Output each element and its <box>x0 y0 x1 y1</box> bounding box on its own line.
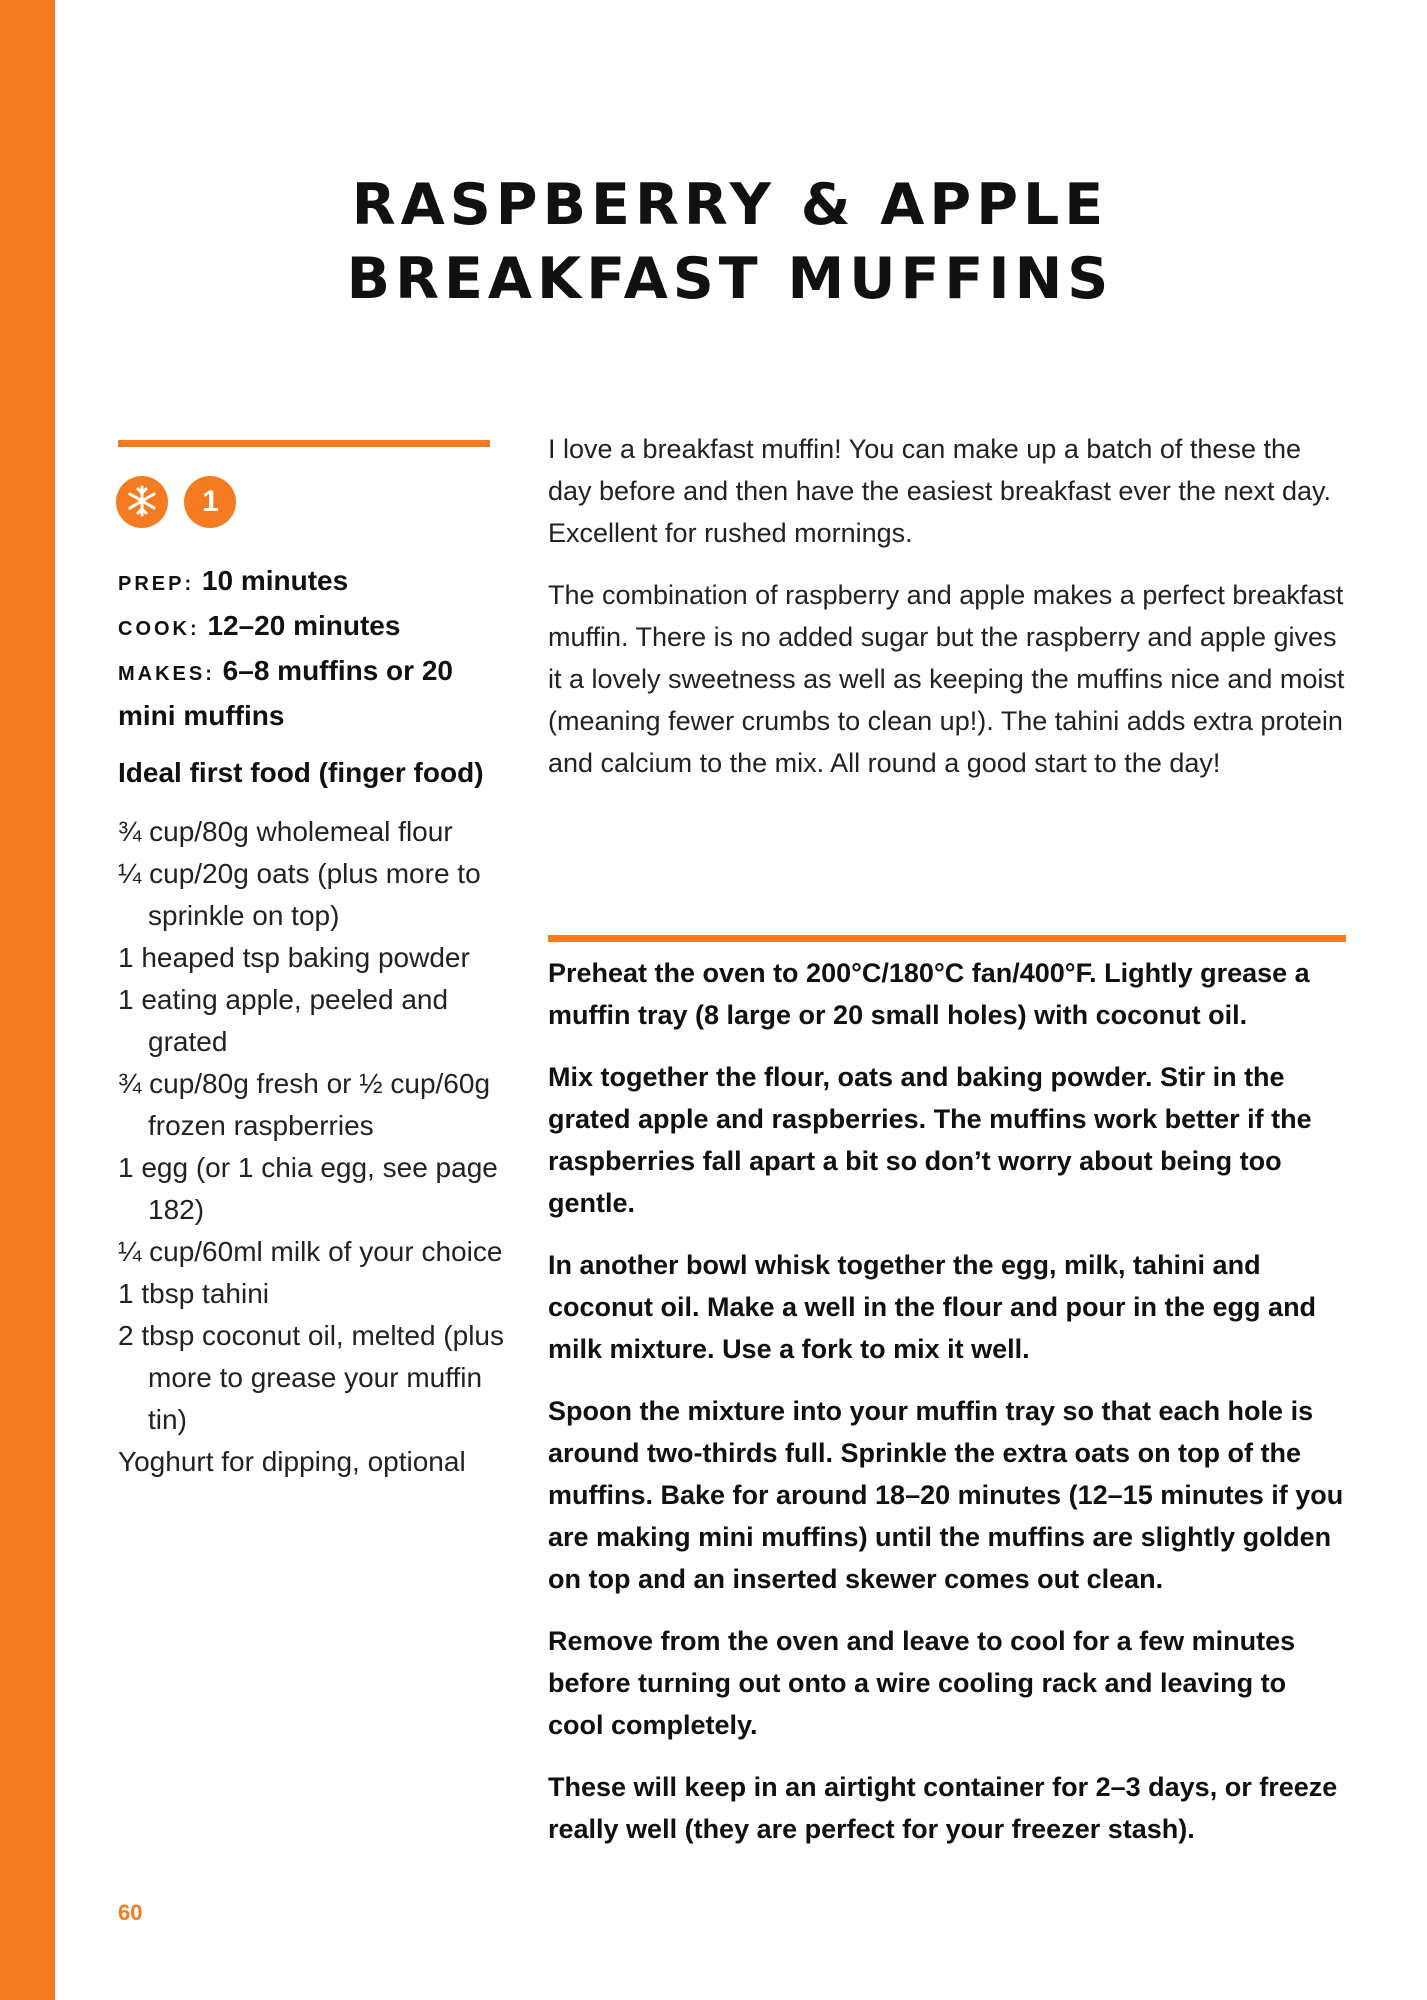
ingredient-item: ¼ cup/60ml milk of your choice <box>118 1236 503 1267</box>
method-step: Remove from the oven and leave to cool for a few minutes before turning out onto a wire cooling rack and leaving to cool completely. <box>548 1626 1296 1740</box>
method-step: Spoon the mixture into your muffin tray so that each hole is around two-thirds full. Sprinkle the extra oats on top of the muffins. Bake for around 18–20 minutes (12–15 minutes if you are making mini muffins) until the muffins are slightly golden on top and an inserted skewer comes out clean. <box>548 1396 1344 1594</box>
method-step: Mix together the flour, oats and baking powder. Stir in the grated apple and raspberries. The muffins work better if the raspberries fall apart a bit so don’t worry about being too gentle. <box>548 1062 1312 1218</box>
ingredient-item: ¾ cup/80g wholemeal flour <box>118 816 453 847</box>
badge-row <box>116 476 248 528</box>
prep-label: PREP: <box>118 573 195 595</box>
ideal-first-food: Ideal first food (finger food) <box>118 757 484 788</box>
intro-paragraph: The combination of raspberry and apple makes a perfect breakfast muffin. There is no added sugar but the raspberry and apple gives it a lovely sweetness as well as keeping the muffins nice and moist (meaning fewer crumbs to clean up!). The tahini adds extra protein and calcium to the mix. All round a good start to the day! <box>548 580 1345 778</box>
orange-side-strip <box>0 0 55 2000</box>
ingredient-item: 1 eating apple, peeled and grated <box>118 984 449 1057</box>
makes-value: 6–8 muffins or 20 mini muffins <box>118 655 453 731</box>
snowflake-icon <box>116 476 168 528</box>
method-step: Preheat the oven to 200°C/180°C fan/400°F. Lightly grease a muffin tray (8 large or 20 small holes) with coconut oil. <box>548 958 1310 1030</box>
divider-left <box>118 440 490 447</box>
title-line-2: BREAKFAST MUFFINS <box>346 246 1114 312</box>
method-step: In another bowl whisk together the egg, milk, tahini and coconut oil. Make a well in the flour and pour in the egg and milk mixture. Use a fork to mix it well. <box>548 1250 1317 1364</box>
ingredient-item: 1 tbsp tahini <box>118 1278 269 1309</box>
recipe-info-column <box>118 560 518 1483</box>
recipe-title <box>300 168 1160 316</box>
intro-paragraph: I love a breakfast muffin! You can make up a batch of these the day before and then have the easiest breakfast ever the next day. Excellent for rushed mornings. <box>548 434 1332 548</box>
method-steps <box>548 952 1348 1870</box>
cook-label: COOK: <box>118 618 200 640</box>
ingredient-item: ¾ cup/80g fresh or ½ cup/60g frozen raspberries <box>118 1068 491 1141</box>
ingredient-item: 1 egg (or 1 chia egg, see page 182) <box>118 1152 498 1225</box>
cook-value: 12–20 minutes <box>207 610 401 641</box>
cook-line <box>118 605 518 650</box>
page-number: 60 <box>118 1900 143 1925</box>
makes-line <box>118 650 518 737</box>
makes-label: MAKES: <box>118 663 215 685</box>
intro-text <box>548 428 1348 804</box>
ingredient-item: ¼ cup/20g oats (plus more to sprinkle on top) <box>118 858 481 931</box>
title-line-1: RASPBERRY & APPLE <box>351 172 1109 238</box>
prep-line <box>118 560 518 605</box>
stage-badge: 1 <box>184 476 236 528</box>
prep-value: 10 minutes <box>201 565 349 596</box>
ingredient-item: 1 heaped tsp baking powder <box>118 942 470 973</box>
ingredient-item: Yoghurt for dipping, optional <box>118 1446 466 1477</box>
method-step: These will keep in an airtight container for 2–3 days, or freeze really well (they are perfect for your freezer stash). <box>548 1772 1338 1844</box>
ingredient-item: 2 tbsp coconut oil, melted (plus more to grease your muffin tin) <box>118 1320 504 1435</box>
ingredients-list <box>118 811 518 1483</box>
divider-right <box>548 935 1346 942</box>
